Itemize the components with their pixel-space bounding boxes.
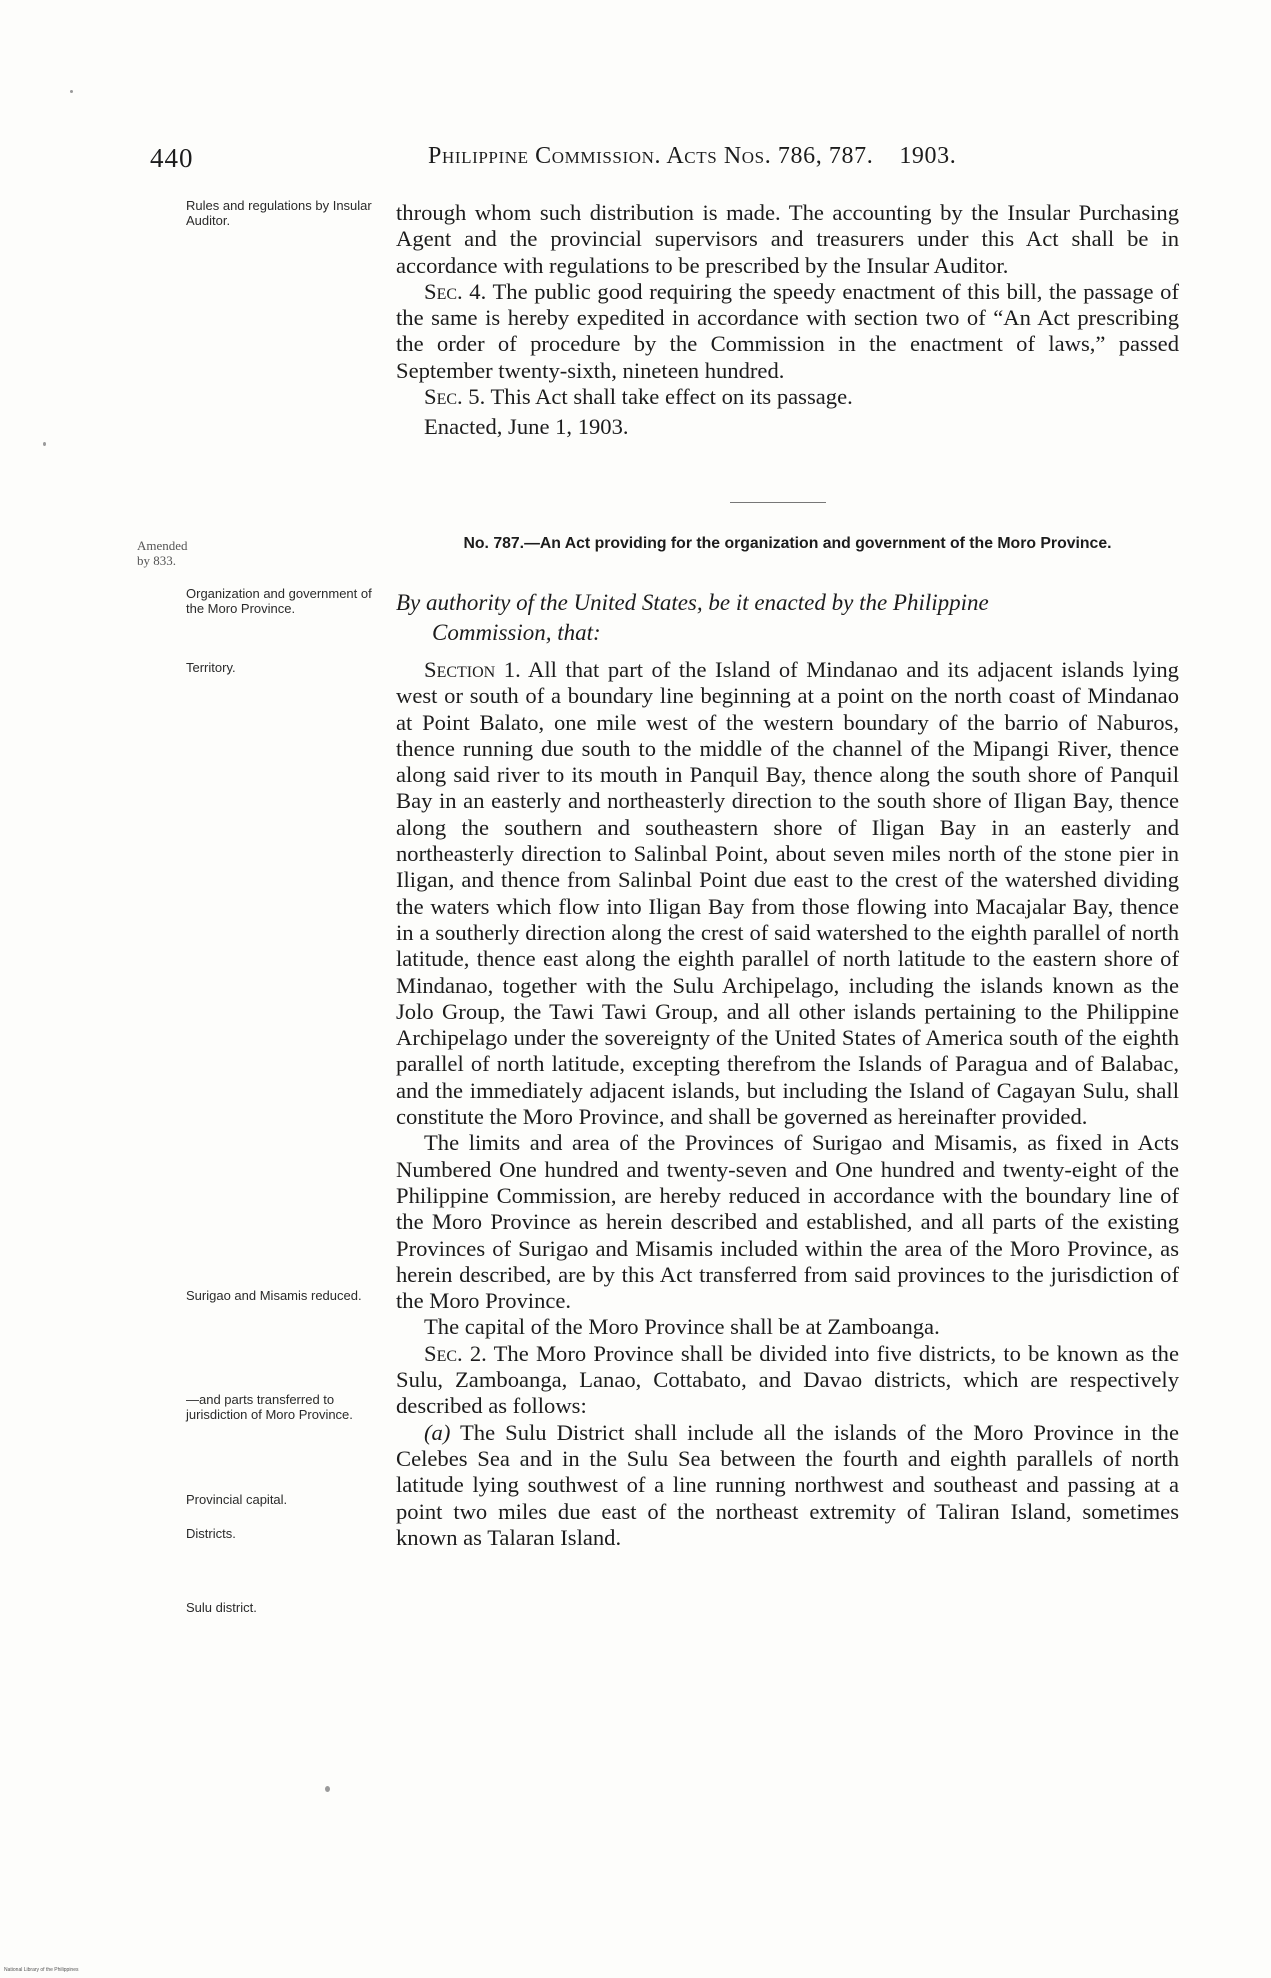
paragraph-sec4 xyxy=(396,279,1179,384)
scan-speck xyxy=(325,1786,330,1792)
section1-label: Section 1. xyxy=(424,657,521,682)
margin-note-territory: Territory. xyxy=(186,660,236,675)
margin-note-districts: Districts. xyxy=(186,1526,236,1541)
paragraph-sulu xyxy=(396,1420,1179,1551)
sulu-text: The Sulu District shall include all the islands of the Moro Province in the Celebes Sea and in the Sulu Sea between the fourth and eighth parallels of north latitude lying southwest of a line running northwest and southeast and passing at a point two miles due east of the northeast extremity of Taliran Island, sometimes known as Talaran Island. xyxy=(396,1419,1179,1550)
sec5-text: This Act shall take effect on its passage. xyxy=(485,384,853,410)
running-head-year: 1903. xyxy=(899,143,957,169)
sec2-text: The Moro Province shall be divided into five districts, to be known as the Sulu, Zamboanga, Lanao, Cottabato, and Davao districts, which are respectively described as follows: xyxy=(396,1340,1179,1419)
act-title: No. 787.—An Act providing for the organization and government of the Moro Province. xyxy=(463,535,1112,552)
paragraph-accounting: through whom such distribution is made. The accounting by the Insular Purchasing Agent and the provincial supervisors and treasurers under this Act shall be in accordance with regulations to be prescribed by the Insular Auditor. xyxy=(396,200,1179,278)
scan-speck xyxy=(70,90,73,93)
scan-speck xyxy=(43,442,46,446)
sulu-label: (a) xyxy=(424,1419,451,1445)
enacting-clause xyxy=(396,588,1179,648)
margin-note-capital: Provincial capital. xyxy=(186,1492,288,1507)
sec2-label: Sec. 2. xyxy=(424,1340,487,1366)
enacting-line-2: Commission, that: xyxy=(432,620,601,645)
margin-note-amended: Amended by 833. xyxy=(137,538,188,568)
running-head xyxy=(428,143,1128,170)
section-divider xyxy=(730,502,826,503)
sec5-label: Sec. 5. xyxy=(424,384,486,410)
margin-note-organization: Organization and government of the Moro Province. xyxy=(186,586,372,616)
margin-note-surigao: Surigao and Misamis reduced. xyxy=(186,1288,362,1303)
enacted-date: Enacted, June 1, 1903. xyxy=(424,414,629,440)
paragraph-section1 xyxy=(396,657,1179,1130)
paragraph-sec5 xyxy=(396,384,1179,410)
body-block-top xyxy=(396,200,1179,441)
sec4-label: Sec. 4. xyxy=(424,278,487,304)
margin-note-rules: Rules and regulations by Insular Auditor. xyxy=(186,198,372,228)
footer-credit: National Library of the Philippines xyxy=(4,1967,79,1973)
body-block-main xyxy=(396,657,1179,1551)
running-head-title: Philippine Commission. Acts Nos. 786, 787. xyxy=(428,143,874,169)
enacting-line-1: By authority of the United States, be it enacted by the Philippine xyxy=(396,590,989,615)
paragraph-capital: The capital of the Moro Province shall be at Zamboanga. xyxy=(424,1314,940,1340)
margin-note-parts: —and parts transferred to jurisdiction of Moro Province. xyxy=(186,1392,353,1422)
page-number: 440 xyxy=(150,143,194,173)
margin-note-sulu: Sulu district. xyxy=(186,1600,257,1615)
paragraph-sec2 xyxy=(396,1341,1179,1420)
sec4-text: The public good requiring the speedy enactment of this bill, the passage of the same is hereby expedited in accordance with section two of “An Act prescribing the order of procedure by the Commission in the enactment of laws,” passed September twenty-sixth, nineteen hundred. xyxy=(396,278,1179,383)
section1-text: All that part of the Island of Mindanao and its adjacent islands lying west or south of a boundary line beginning at a point on the north coast of Mindanao at Point Balato, one mile west of the western boundary of the barrio of Naburos, thence running due south to the middle of the channel of the Mipangi River, thence along said river to its mouth in Panquil Bay, thence along the south shore of Panquil Bay in an easterly and northeasterly direction to the south shore of Iligan Bay, thence along the southern and southeastern shore of Iligan Bay in an easterly and northeasterly direction to Salinbal Point, about seven miles north of the stone pier in Iligan, and thence from Salinbal Point due east to the crest of the watershed dividing the waters which flow into Iligan Bay from those flowing into Macajalar Bay, thence in a southerly direction along the crest of said watershed to the eighth parallel of north latitude, thence east along the eighth parallel of north latitude to the eastern shore of Mindanao, together with the Sulu Archipelago, including the islands known as the Jolo Group, the Tawi Tawi Group, and all other islands pertaining to the Philippine Archipelago under the sovereignty of the United States of America south of the eighth parallel of north latitude, excepting therefrom the Islands of Paragua and of Balabac, and the immediately adjacent islands, but including the Island of Cagayan Sulu, shall constitute the Moro Province, and shall be governed as hereinafter provided. xyxy=(396,657,1179,1130)
paragraph-limits: The limits and area of the Provinces of Surigao and Misamis, as fixed in Acts Numbered One hundred and twenty-seven and One hundred and twenty-eight of the Philippine Commission, are hereby reduced in accordance with the boundary line of the Moro Province as herein described and established, and all parts of the existing Provinces of Surigao and Misamis included within the area of the Moro Province, as herein described, are by this Act transferred from said provinces to the jurisdiction of the Moro Province. xyxy=(396,1130,1179,1314)
